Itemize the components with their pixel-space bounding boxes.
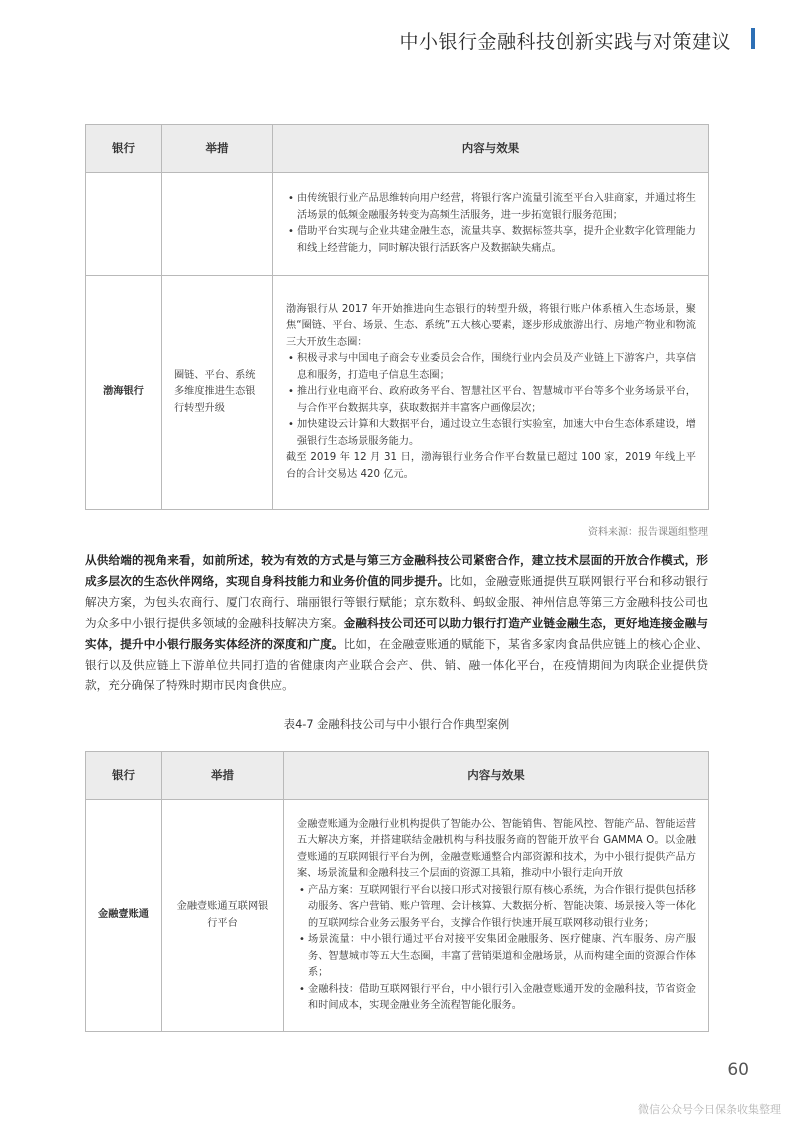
table-header-row <box>86 752 709 800</box>
bullet-dot-icon: • <box>288 226 294 237</box>
bullet-item: • 金融科技：借助互联网银行平台，中小银行引入金融壹账通开发的金融科技，节省资金和时间成本，实现金融业务全流程智能化服务。 <box>299 983 696 1011</box>
header-content: 内容与效果 <box>284 752 709 800</box>
header-content: 内容与效果 <box>273 125 709 173</box>
table-fintech-cases <box>85 751 709 1032</box>
table-row <box>86 800 709 1032</box>
body-paragraph <box>85 550 708 696</box>
bullet-item: • 加快建设云计算和大数据平台，通过设立生态银行实验室，加速大中台生态体系建设，增强银行生态场景服务能力。 <box>288 419 696 447</box>
content-intro: 渤海银行从 2017 年开始推进向生态银行的转型升级，将银行账户体系植入生态场景，聚焦“圈链、平台、场景、生态、系统”五大核心要素，逐步形成旅游出行、房地产物业和物流三大开放生态圈： <box>286 303 696 348</box>
table-row <box>86 276 709 510</box>
header-measure: 举措 <box>162 752 284 800</box>
content-cell <box>273 173 709 276</box>
body-text-1: 比如，金融壹账通提供互联网银行平台和移动银行解决方案，为包头农商行、厦门农商行、瑞丽银行等银行赋能；京东数科、蚂蚁金服、神州信息等第三方金融科技公司也为众多中小银行提供多领域的金融科技解决方案。 <box>85 573 708 630</box>
bullet-item: • 推出行业电商平台、政府政务平台、智慧社区平台、智慧城市平台等多个业务场景平台，与合作平台数据共享，获取数据并丰富客户画像层次； <box>288 386 696 414</box>
body-text-2: 比如，在金融壹账通的赋能下，某省多家肉食品供应链上的核心企业、银行以及供应链上下游单位共同打造的省健康肉产业联合会产、供、销、融一体化平台，在疫情期间为肉联企业提供贷款，充分确保了特殊时期市民肉食供应。 <box>85 636 708 693</box>
bullet-dot-icon: • <box>299 884 305 896</box>
bank-cell: 金融壹账通 <box>86 800 162 1032</box>
header-bank: 银行 <box>86 125 162 173</box>
body-bold-1: 从供给端的视角来看，如前所述，较为有效的方式是与第三方金融科技公司紧密合作，建立技术层面的开放合作模式，形成多层次的生态伙伴网络，实现自身科技能力和业务价值的同步提升。 <box>85 553 708 588</box>
bullet-item: • 产品方案：互联网银行平台以接口形式对接银行原有核心系统，为合作银行提供包括移动服务、客户营销、账户管理、会计核算、大数据分析、智能决策、场景接入等一体化的互联网综合业务云服务平台，支撑合作银行快速开展互联网移动银行业务； <box>299 884 696 929</box>
header-bank: 银行 <box>86 752 162 800</box>
bank-cell <box>86 173 162 276</box>
measure-cell <box>162 173 273 276</box>
bullet-item: • 积极寻求与中国电子商会专业委员会合作，围绕行业内会员及产业链上下游客户，共享信息和服务，打造电子信息生态圈； <box>288 353 696 381</box>
page-number: 60 <box>727 1060 749 1080</box>
source-note: 资料来源：报告课题组整理 <box>588 527 708 538</box>
running-header-title: 中小银行金融科技创新实践与对策建议 <box>399 31 731 53</box>
content-intro: 金融壹账通为金融行业机构提供了智能办公、智能销售、智能风控、智能产品、智能运营五大解决方案，并搭建联结金融机构与科技服务商的智能开放平台 GAMMA O。以金融壹账通的互联网银行平台为例，金融壹账通整合内部资源和技术，为中小银行提供产品方案、场景流量和金融科技三个层面的资源工具箱，推动中小银行走向开放 <box>297 818 696 879</box>
bullet-item: • 场景流量：中小银行通过平台对接平安集团金融服务、医疗健康、汽车服务、房产服务、智慧城市等五大生态圈，丰富了营销渠道和金融场景，从而构建全面的资源合作体系； <box>299 934 696 978</box>
table-header-row <box>86 125 709 173</box>
bank-cell: 渤海银行 <box>86 276 162 510</box>
bullet-item: • 借助平台实现与企业共建金融生态，流量共享、数据标签共享，提升企业数字化管理能力和线上经营能力，同时解决银行活跃客户及数据缺失痛点。 <box>288 226 696 254</box>
body-bold-2: 金融科技公司还可以助力银行打造产业链金融生态，更好地连接金融与实体，提升中小银行服务实体经济的深度和广度。 <box>85 615 708 651</box>
bullet-dot-icon: • <box>288 193 294 204</box>
header-measure: 举措 <box>162 125 273 173</box>
watermark-text: 微信公众号今日保条收集整理 <box>638 1103 781 1116</box>
table-ecosystem-cases <box>85 124 709 510</box>
bullet-item: • 由传统银行业产品思维转向用户经营，将银行客户流量引流至平台入驻商家，并通过将生活场景的低频金融服务转变为高频生活服务，进一步拓宽银行服务范围； <box>288 193 696 221</box>
content-cell <box>284 800 709 1032</box>
bullet-dot-icon: • <box>288 386 294 398</box>
bullet-dot-icon: • <box>288 419 294 431</box>
measure-cell: 圈链、平台、系统多维度推进生态银行转型升级 <box>162 276 273 510</box>
header-accent-bar <box>751 28 755 49</box>
bullet-dot-icon: • <box>299 983 305 995</box>
content-outro: 截至 2019 年 12 月 31 日，渤海银行业务合作平台数量已超过 100 家，2019 年线上平台的合计交易达 420 亿元。 <box>286 452 696 480</box>
measure-cell: 金融壹账通互联网银行平台 <box>162 800 284 1032</box>
content-cell <box>273 276 709 510</box>
table-caption: 表4-7 金融科技公司与中小银行合作典型案例 <box>283 718 510 731</box>
bullet-dot-icon: • <box>288 353 294 365</box>
table-row <box>86 173 709 276</box>
bullet-dot-icon: • <box>299 934 305 945</box>
